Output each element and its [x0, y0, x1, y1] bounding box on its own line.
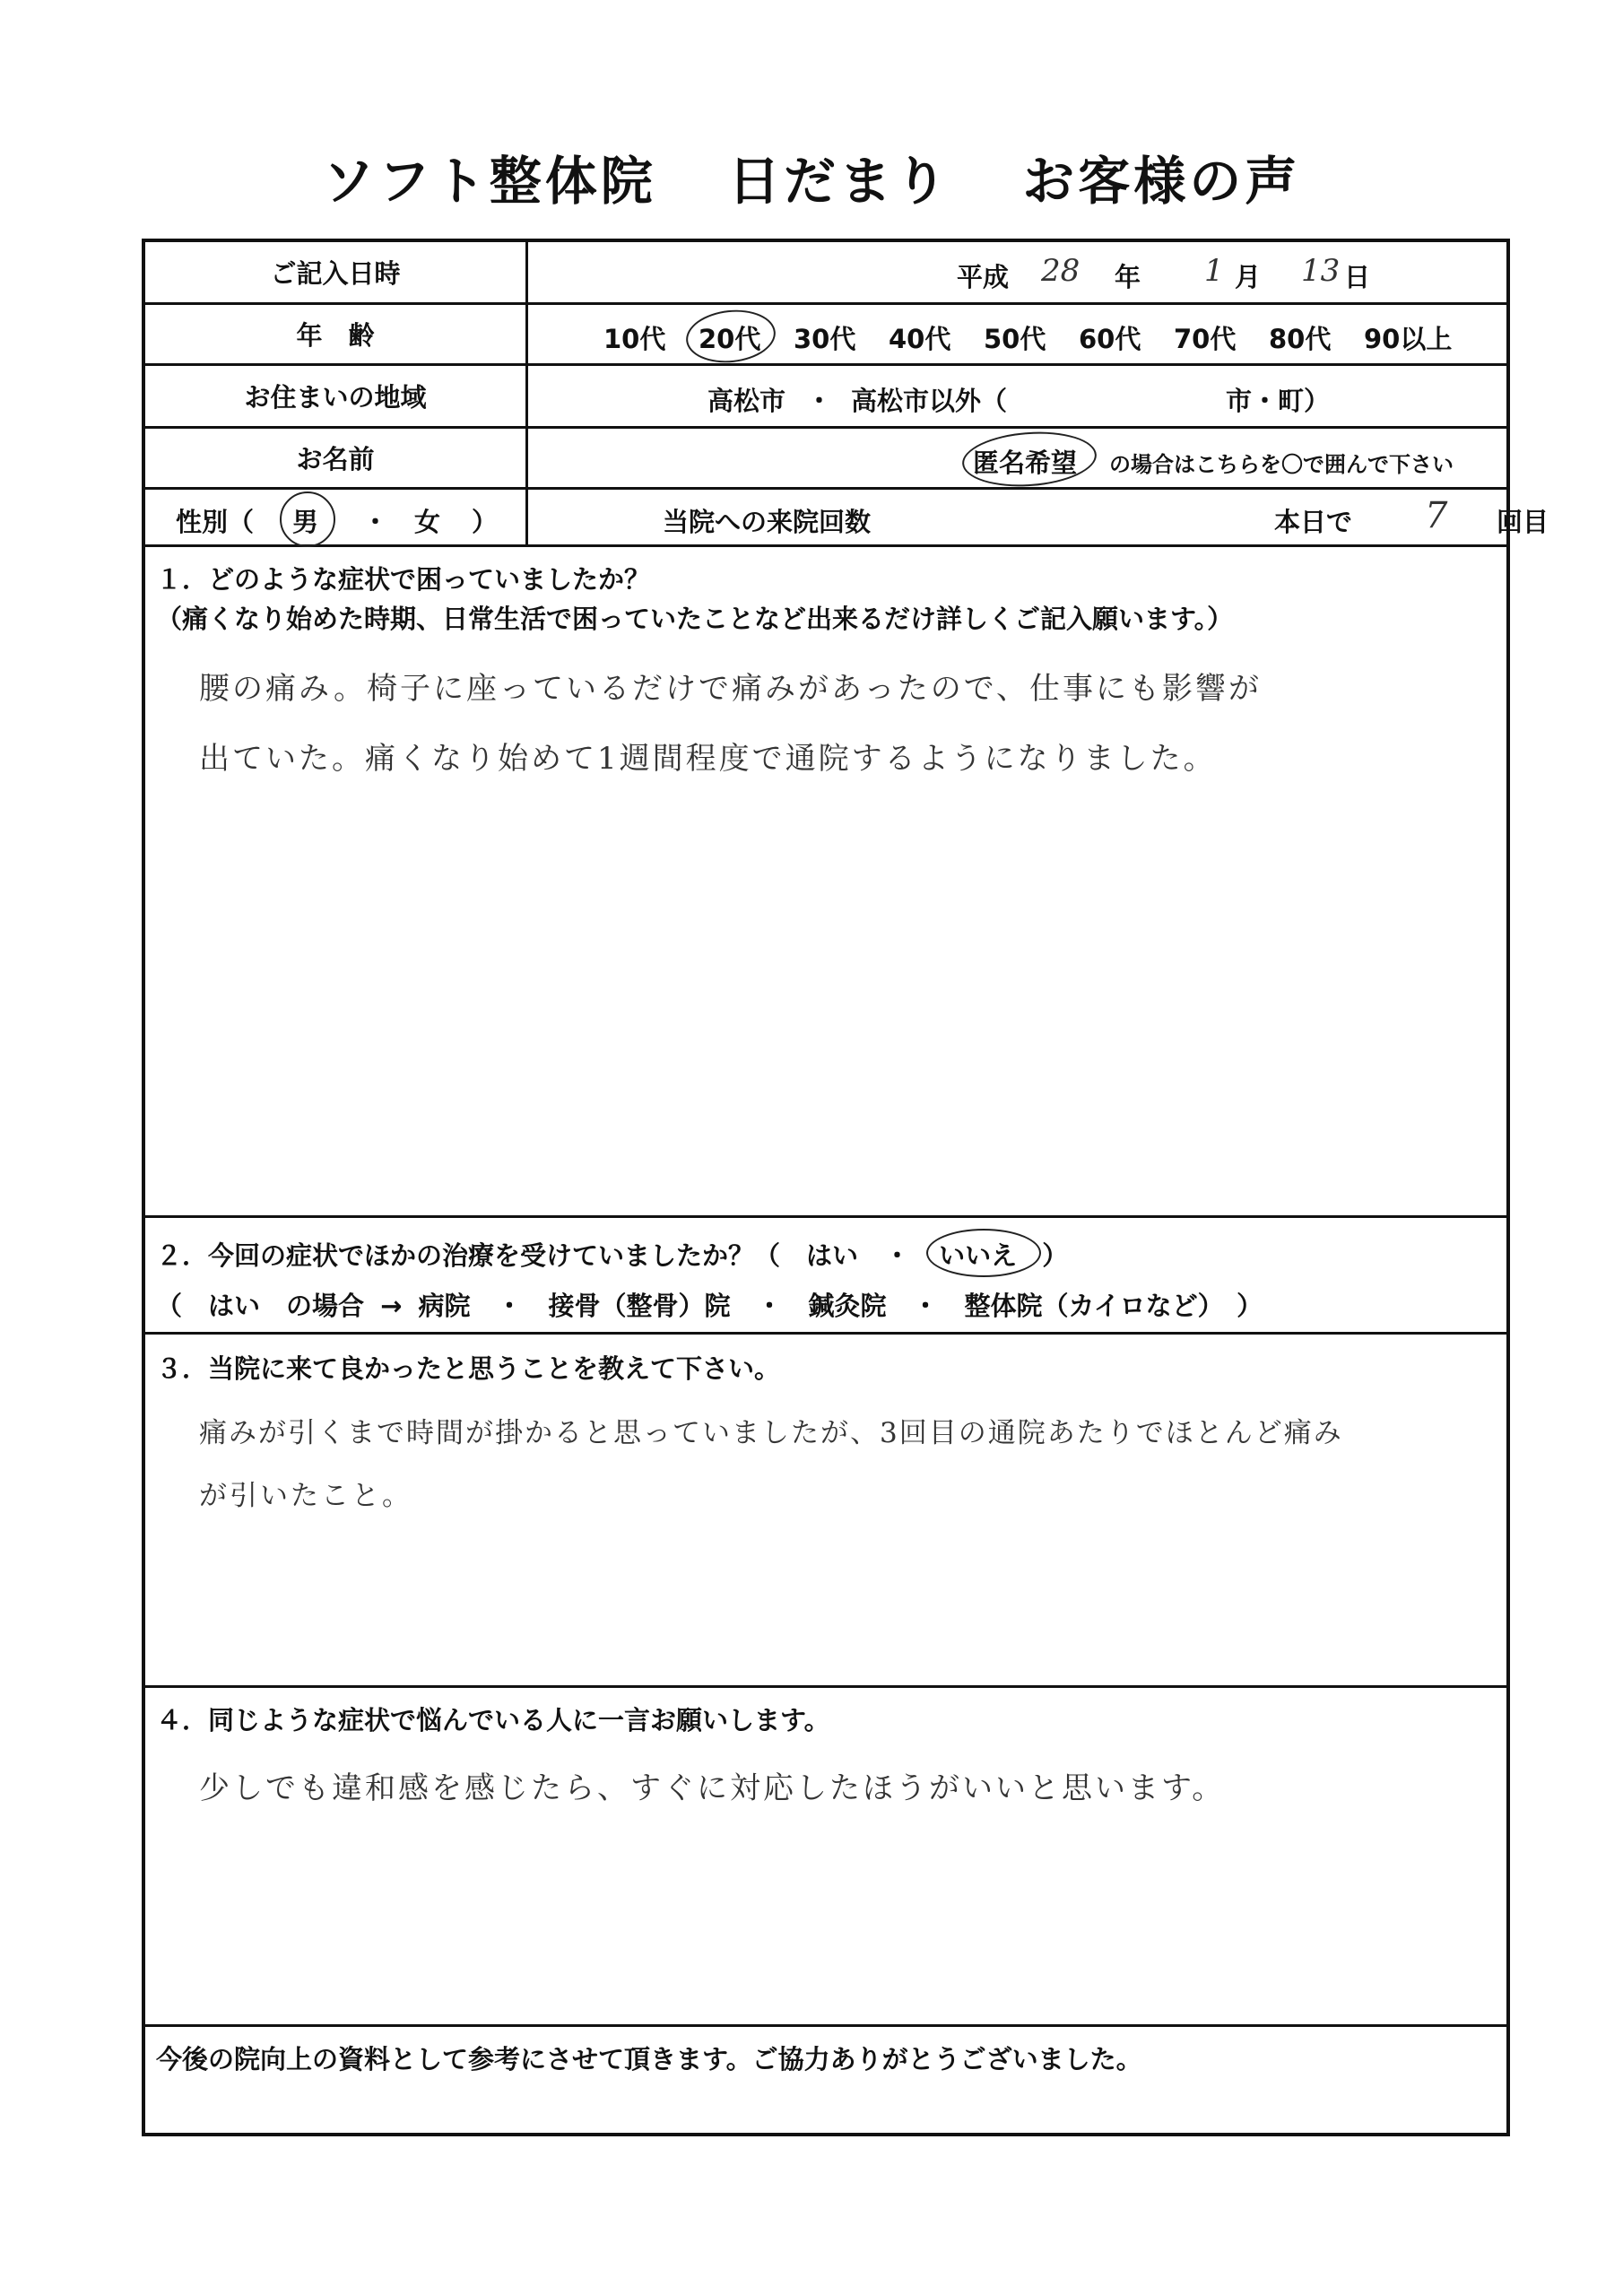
visits-label: 当院への来院回数 [663, 507, 872, 537]
question-1-answer-line-2: 出ていた。痛くなり始めて1週間程度で通院するようになりました。 [199, 741, 1217, 777]
question-2-text: ２．今回の症状でほかの治療を受けていましたか？（ はい ・ [156, 1240, 911, 1271]
name-row [145, 429, 1506, 490]
area-label: お住まいの地域 [145, 366, 528, 426]
question-2-option-no[interactable] [939, 1236, 1017, 1273]
area-options [528, 366, 1506, 426]
gender-visits-row [145, 490, 1549, 547]
question-4 [145, 1688, 1506, 2027]
question-2-selected-circle [926, 1229, 1041, 1277]
date-label: ご記入日時 [145, 242, 528, 302]
date-year-value: 28 [1041, 253, 1081, 289]
date-row [145, 242, 1506, 305]
question-3-title: ３．当院に来て良かったと思うことを教えて下さい。 [156, 1353, 781, 1384]
date-month-value: 1 [1204, 253, 1224, 289]
area-option-takamatsu[interactable]: 高松市 [707, 386, 786, 416]
survey-form [142, 239, 1549, 2136]
question-2-close: ） [1042, 1240, 1069, 1271]
form-footer: 今後の院向上の資料として参考にさせて頂きます。ご協力ありがとうございました。 [156, 2044, 1142, 2074]
question-1-answer-line-1: 腰の痛み。椅子に座っているだけで痛みがあったので、仕事にも影響が [199, 671, 1263, 707]
question-4-answer-line-1: 少しでも違和感を感じたら、すぐに対応したほうがいいと思います。 [199, 1770, 1226, 1806]
age-option-80s[interactable]: 80代 [1269, 324, 1332, 354]
question-1-title: １．どのような症状で困っていましたか？ [156, 564, 651, 595]
area-other-suffix: 市・町） [1226, 386, 1331, 416]
question-3-answer-line-2: が引いたこと。 [199, 1480, 412, 1512]
title-clinic-type: ソフト整体院 [322, 151, 656, 212]
title-clinic-name: 日だまり [727, 151, 950, 212]
question-1-subtitle: （痛くなり始めた時期、日常生活で困っていたことなど出来るだけ詳しくご記入願います。） [156, 604, 1234, 634]
question-4-title: ４．同じような症状で悩んでいる人に一言お願いします。 [156, 1705, 830, 1735]
age-option-30s[interactable]: 30代 [794, 324, 856, 354]
question-2-title [156, 1236, 1068, 1273]
gender-option-male[interactable]: 男 [292, 507, 319, 537]
question-1 [145, 547, 1506, 1218]
date-era: 平成 [957, 262, 1010, 292]
question-2-options [156, 1286, 1263, 1323]
gender-field [145, 490, 528, 544]
area-row [145, 366, 1506, 429]
date-day-unit: 日 [1344, 262, 1371, 292]
visits-today-label: 本日で [1274, 507, 1353, 537]
visits-count-value: 7 [1425, 495, 1448, 536]
age-options [528, 305, 1506, 363]
age-option-90plus[interactable]: 90以上 [1364, 324, 1453, 354]
age-row [145, 305, 1506, 366]
age-option-20s[interactable]: 20代 [699, 324, 761, 354]
date-year-unit: 年 [1115, 262, 1141, 292]
age-selected-circle [683, 306, 778, 367]
gender-option-female[interactable]: 女 [414, 507, 441, 537]
date-day-value: 13 [1301, 253, 1341, 289]
age-option-40s[interactable]: 40代 [889, 324, 951, 354]
anonymous-selected-circle [960, 428, 1098, 491]
area-option-other[interactable]: 高松市以外（ [851, 386, 1008, 416]
area-separator: ・ [806, 386, 833, 416]
date-field[interactable] [528, 242, 1506, 302]
question-2-treatment-options: 病院 ・ 接骨（整骨）院 ・ 鍼灸院 ・ 整体院（カイロなど） ） [418, 1291, 1263, 1321]
gender-selected-circle [280, 491, 335, 547]
gender-separator: ・ [362, 507, 389, 537]
question-2-no-label: いいえ [939, 1240, 1018, 1271]
age-option-50s[interactable]: 50代 [984, 324, 1046, 354]
title-customer-voice: お客様の声 [1022, 151, 1301, 212]
question-2-if-yes: （ はい の場合 [156, 1291, 365, 1321]
age-option-10s[interactable]: 10代 [603, 324, 666, 354]
age-option-70s[interactable]: 70代 [1174, 324, 1237, 354]
age-label: 年 齢 [145, 305, 528, 363]
gender-label-close: ） [472, 507, 499, 537]
date-month-unit: 月 [1235, 262, 1262, 292]
page-title [0, 139, 1623, 214]
anonymous-option[interactable]: 匿名希望 [973, 448, 1078, 478]
name-field[interactable] [528, 429, 1506, 487]
question-3 [145, 1335, 1506, 1688]
gender-label: 性別（ [176, 507, 255, 537]
anonymous-note: の場合はこちらを〇で囲んで下さい [1109, 452, 1454, 477]
question-3-answer-line-1: 痛みが引くまで時間が掛かると思っていましたが、3回目の通院あたりでほとんど痛み [199, 1417, 1343, 1449]
name-label: お名前 [145, 429, 528, 487]
visits-unit: 回目 [1497, 507, 1549, 537]
question-2 [145, 1218, 1506, 1335]
visits-field[interactable] [528, 490, 1549, 544]
age-option-60s[interactable]: 60代 [1079, 324, 1141, 354]
arrow-right-icon: → [380, 1291, 403, 1321]
